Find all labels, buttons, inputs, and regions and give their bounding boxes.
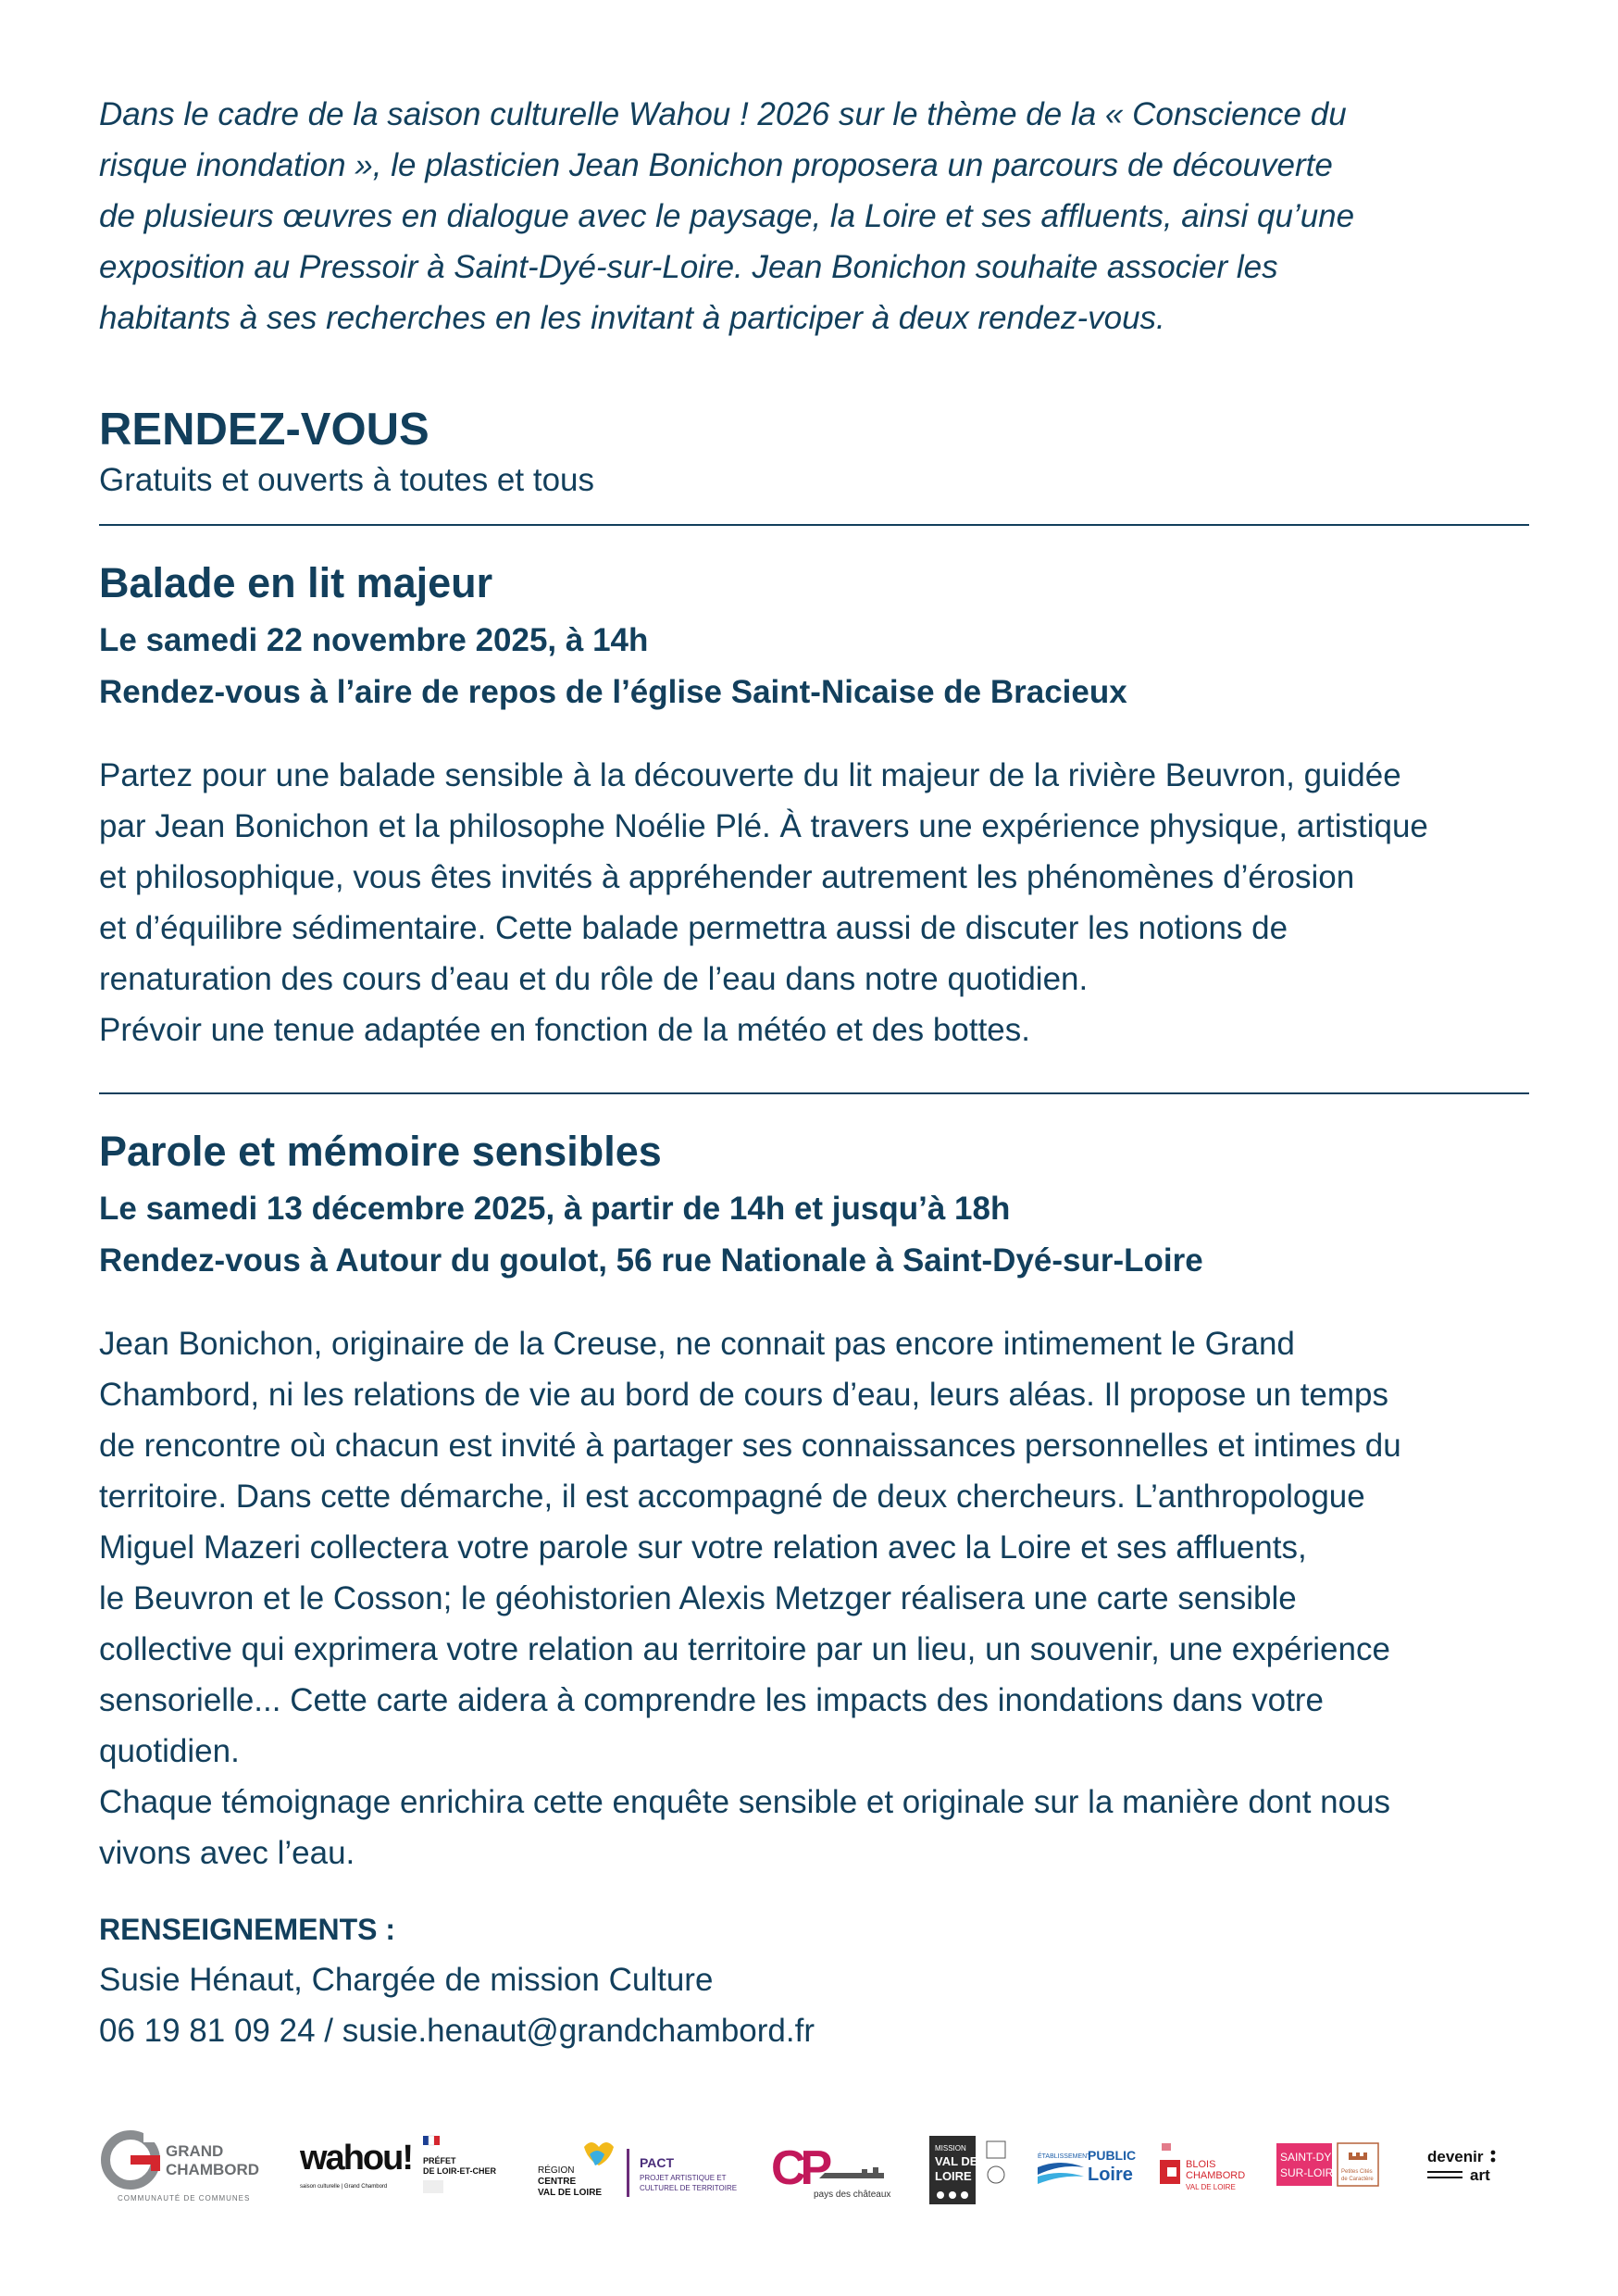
event-place: Rendez-vous à l’aire de repos de l’église Saint-Nicaise de Bracieux bbox=[99, 674, 1127, 710]
devenir-line2: art bbox=[1470, 2166, 1490, 2184]
rendezvous-subtitle: Gratuits et ouverts à toutes et tous bbox=[99, 462, 594, 498]
pact-line2: PROJET ARTISTIQUE ET bbox=[640, 2174, 727, 2182]
region-line1: RÉGION bbox=[538, 2165, 575, 2176]
region-line2: CENTRE bbox=[538, 2177, 577, 2187]
public-loire-line3: Loire bbox=[1088, 2165, 1133, 2185]
event-date: Le samedi 22 novembre 2025, à 14h bbox=[99, 622, 649, 658]
intro-paragraph: Dans le cadre de la saison culturelle Wahou ! 2026 sur le thème de la « Conscience du risque inondation », le plasticien Jean Bonichon proposera un parcours de découverte de plusieurs œuvres en dialogue avec le paysage, la Loire et ses affluents, ainsi qu’une exposition au Pressoir à Saint-Dyé-sur-Loire. Jean Bonichon souhaite associer les habitants à ses recherches en les invitant à participer à deux rendez-vous. bbox=[99, 96, 1355, 336]
wahou-logo bbox=[298, 2123, 412, 2215]
grand-chambord-line1: GRAND bbox=[166, 2142, 224, 2160]
mission-line2: VAL DE bbox=[935, 2154, 978, 2168]
info-heading: RENSEIGNEMENTS : bbox=[99, 1913, 396, 1946]
region-line3: VAL DE LOIRE bbox=[538, 2188, 603, 2198]
blois-line3: VAL DE LOIRE bbox=[1186, 2183, 1236, 2191]
region-centre-logo bbox=[536, 2123, 619, 2215]
event-title: Balade en lit majeur bbox=[99, 559, 493, 606]
blois-line1: BLOIS bbox=[1186, 2159, 1216, 2170]
flag-white bbox=[429, 2136, 434, 2145]
public-loire-logo bbox=[1036, 2123, 1145, 2215]
grand-chambord-logo bbox=[99, 2123, 280, 2215]
flag-red bbox=[434, 2136, 440, 2145]
pact-line1: PACT bbox=[640, 2155, 675, 2170]
motto-mark bbox=[423, 2180, 443, 2193]
wahou-name: wahou! bbox=[300, 2139, 412, 2177]
pays-des-chateaux-logo bbox=[767, 2123, 892, 2215]
divider bbox=[99, 1092, 1529, 1094]
blois-line2: CHAMBORD bbox=[1186, 2170, 1246, 2181]
pays-chateaux-mark: CP bbox=[771, 2141, 828, 2195]
public-loire-line2: PUBLIC bbox=[1088, 2148, 1137, 2163]
partner-logos bbox=[99, 2123, 1529, 2215]
saint-dye-logo bbox=[1275, 2123, 1381, 2215]
devenir-art-logo bbox=[1425, 2123, 1529, 2215]
event-1 bbox=[99, 559, 1529, 1055]
grand-chambord-line3: COMMUNAUTÉ DE COMMUNES bbox=[118, 2194, 251, 2202]
prefet-logo bbox=[421, 2123, 495, 2215]
rendezvous-heading: RENDEZ-VOUS bbox=[99, 405, 429, 455]
document-page bbox=[99, 89, 1529, 2056]
event-description: Partez pour une balade sensible à la découverte du lit majeur de la rivière Beuvron, guidée par Jean Bonichon et la philosophe Noélie Plé. À travers une expérience physique, artistique et philosophique, vous êtes invités à appréhender autrement les phénomènes d’érosion et d’équilibre sédimentaire. Cette balade permettra aussi de discuter les notions de renaturation des cours d’eau et du rôle de l’eau dans notre quotidien. Prévoir une tenue adaptée en fonction de la météo et des bottes. bbox=[99, 757, 1428, 1048]
devenir-line1: devenir bbox=[1427, 2148, 1484, 2165]
event-date: Le samedi 13 décembre 2025, à partir de 14h et jusqu’à 18h bbox=[99, 1191, 1011, 1227]
flag-blue bbox=[423, 2136, 429, 2145]
petites-cites-line1: Petites Cités bbox=[1341, 2169, 1373, 2175]
divider bbox=[99, 524, 1529, 526]
pays-chateaux-caption: pays des châteaux bbox=[814, 2190, 891, 2200]
wahou-caption: saison culturelle | Grand Chambord bbox=[300, 2184, 388, 2190]
event-place: Rendez-vous à Autour du goulot, 56 rue Nationale à Saint-Dyé-sur-Loire bbox=[99, 1242, 1203, 1279]
grand-chambord-line2: CHAMBORD bbox=[166, 2161, 260, 2178]
mission-val-de-loire-logo bbox=[927, 2123, 1029, 2215]
event-title: Parole et mémoire sensibles bbox=[99, 1128, 662, 1175]
event-description: Jean Bonichon, originaire de la Creuse, ne connait pas encore intimement le Grand Chambord, ni les relations de vie au bord de cours d’eau, leurs aléas. Il propose un temps de rencontre où chacun est invité à partager ses connaissances personnelles et intimes du territoire. Dans cette démarche, il est accompagné de deux chercheurs. L’anthropologue Miguel Mazeri collectera votre parole sur votre relation avec la Loire et ses affluents, le Beuvron et le Cosson; le géohistorien Alexis Metzger réalisera une carte sensible collective qui exprimera votre relation au territoire par un lieu, un souvenir, une expérience sensorielle... Cette carte aidera à comprendre les impacts des inondations dans votre quotidien. Chaque témoignage enrichira cette enquête sensible et originale sur la manière dont nous vivons avec l’eau. bbox=[99, 1326, 1401, 1871]
prefet-line2: DE LOIR-ET-CHER bbox=[423, 2166, 497, 2176]
prefet-line1: PRÉFET bbox=[423, 2156, 456, 2165]
pact-logo bbox=[627, 2123, 752, 2215]
blois-chambord-logo bbox=[1156, 2123, 1263, 2215]
saint-dye-line2: SUR-LOIRE bbox=[1280, 2166, 1341, 2179]
contact-name: Susie Hénaut, Chargée de mission Culture bbox=[99, 1962, 714, 1998]
mission-line3: LOIRE bbox=[935, 2169, 972, 2183]
pact-bar bbox=[627, 2149, 629, 2197]
public-loire-line1: ÉTABLISSEMENT bbox=[1038, 2153, 1091, 2160]
contact-block bbox=[99, 1910, 1529, 2056]
pact-line3: CULTUREL DE TERRITOIRE bbox=[640, 2184, 738, 2192]
event-2 bbox=[99, 1128, 1529, 1878]
mission-line1: MISSION bbox=[935, 2144, 966, 2152]
contact-phone-email[interactable]: 06 19 81 09 24 / susie.henaut@grandchambord.fr bbox=[99, 2013, 815, 2049]
petites-cites-line2: de Caractère bbox=[1341, 2177, 1374, 2182]
saint-dye-line1: SAINT-DYÉ bbox=[1280, 2151, 1339, 2164]
